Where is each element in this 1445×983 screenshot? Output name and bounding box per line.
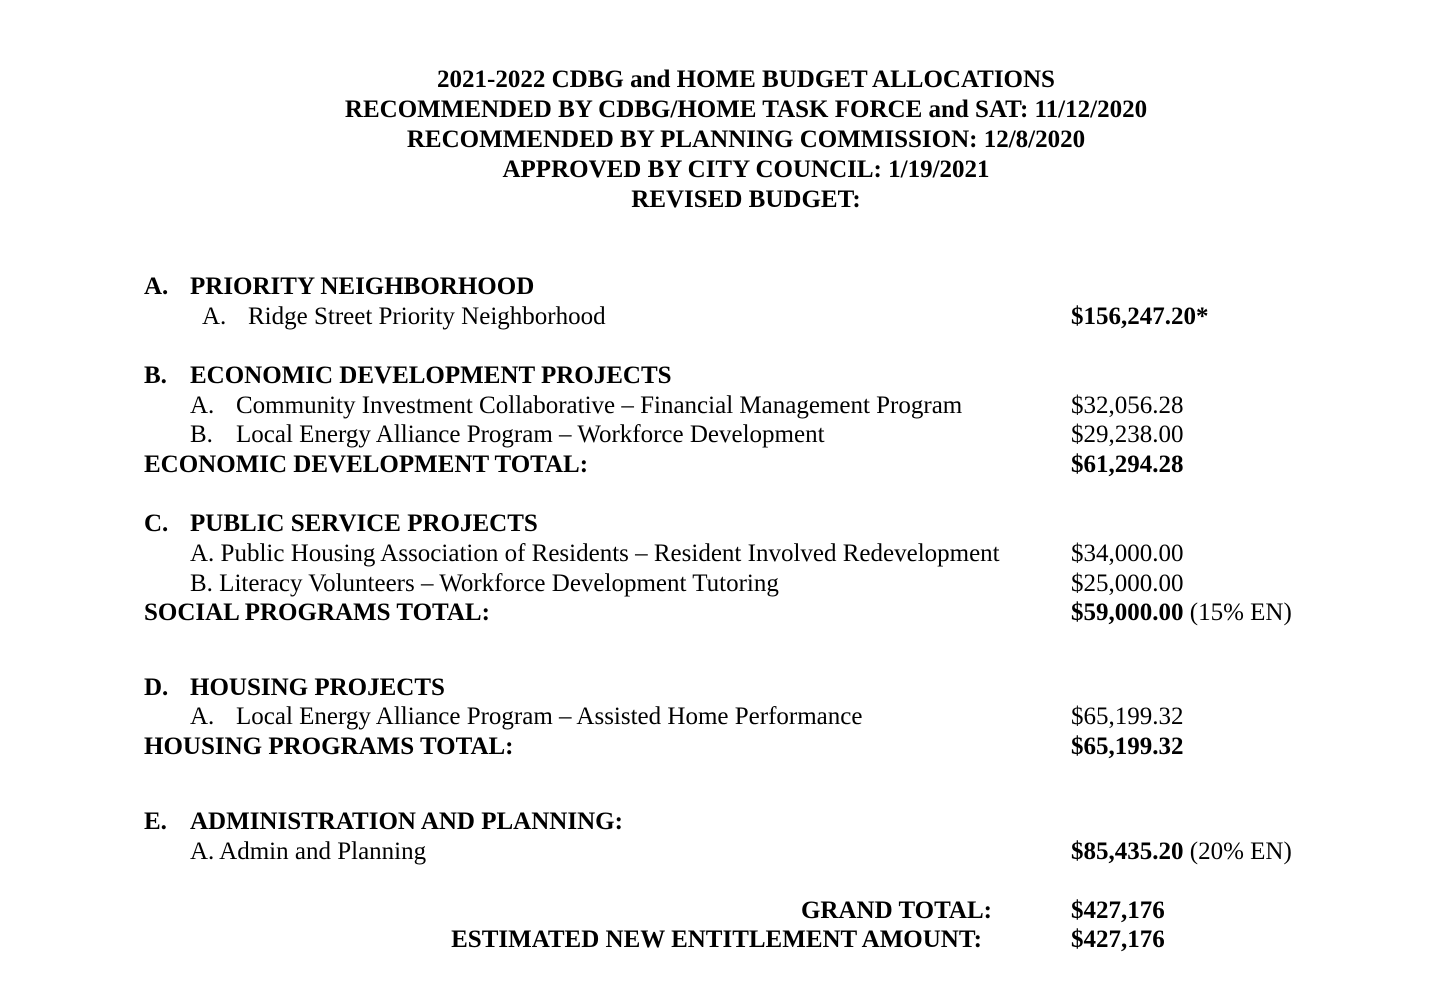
header-city-council-line: APPROVED BY CITY COUNCIL: 1/19/2021 bbox=[502, 156, 990, 183]
header-title: 2021-2022 CDBG and HOME BUDGET ALLOCATIONS bbox=[437, 66, 1055, 93]
item-description: Community Investment Collaborative – Financial Management Program bbox=[236, 392, 963, 419]
item-amount: $29,238.00 bbox=[1071, 421, 1184, 448]
total-label: HOUSING PROGRAMS TOTAL: bbox=[144, 733, 514, 760]
section-c-item-2 bbox=[0, 569, 1445, 599]
entitlement-label: ESTIMATED NEW ENTITLEMENT AMOUNT: bbox=[451, 926, 982, 953]
item-amount: $65,199.32 bbox=[1071, 703, 1184, 730]
header-revised-budget-line: REVISED BUDGET: bbox=[631, 186, 861, 213]
item-amount: $85,435.20 bbox=[1071, 838, 1184, 865]
entitlement-row bbox=[0, 925, 1445, 955]
item-letter: A. bbox=[190, 703, 215, 730]
total-label: ECONOMIC DEVELOPMENT TOTAL: bbox=[144, 451, 589, 478]
section-c-heading bbox=[0, 509, 1445, 539]
section-title: PUBLIC SERVICE PROJECTS bbox=[190, 510, 538, 537]
item-letter: A. bbox=[202, 303, 227, 330]
section-c-total bbox=[0, 598, 1445, 628]
grand-total-amount: $427,176 bbox=[1071, 897, 1165, 924]
item-description: A. Public Housing Association of Residents – Resident Involved Redevelopment bbox=[190, 540, 1000, 567]
item-description: Local Energy Alliance Program – Workforce Development bbox=[236, 421, 825, 448]
section-letter: D. bbox=[144, 674, 169, 701]
section-letter: B. bbox=[144, 362, 167, 389]
entitlement-amount: $427,176 bbox=[1071, 926, 1165, 953]
section-title: HOUSING PROJECTS bbox=[190, 674, 445, 701]
item-amount-group bbox=[1071, 837, 1292, 867]
item-amount: $25,000.00 bbox=[1071, 570, 1184, 597]
section-c-item-1 bbox=[0, 539, 1445, 569]
section-d-item-1 bbox=[0, 702, 1445, 732]
item-description: B. Literacy Volunteers – Workforce Development Tutoring bbox=[190, 570, 779, 597]
total-note: (15% EN) bbox=[1183, 599, 1292, 626]
section-a-item-1 bbox=[0, 302, 1445, 332]
section-d-heading bbox=[0, 673, 1445, 703]
total-amount: $59,000.00 bbox=[1071, 599, 1184, 626]
section-letter: C. bbox=[144, 510, 169, 537]
total-amount: $61,294.28 bbox=[1071, 451, 1184, 478]
item-letter: B. bbox=[190, 421, 213, 448]
item-amount: $156,247.20* bbox=[1071, 303, 1209, 330]
item-description: A. Admin and Planning bbox=[190, 838, 427, 865]
section-title: ECONOMIC DEVELOPMENT PROJECTS bbox=[190, 362, 672, 389]
header-task-force-line: RECOMMENDED BY CDBG/HOME TASK FORCE and SAT: 11/12/2020 bbox=[344, 96, 1148, 123]
section-b-item-1 bbox=[0, 391, 1445, 421]
section-e-item-1 bbox=[0, 837, 1445, 867]
grand-total-row bbox=[0, 896, 1445, 926]
section-b-heading bbox=[0, 361, 1445, 391]
section-title: ADMINISTRATION AND PLANNING: bbox=[190, 808, 623, 835]
section-letter: E. bbox=[144, 808, 167, 835]
total-amount-group bbox=[1071, 598, 1292, 628]
item-letter: A. bbox=[190, 392, 215, 419]
section-b-total bbox=[0, 450, 1445, 480]
item-amount: $34,000.00 bbox=[1071, 540, 1184, 567]
total-amount: $65,199.32 bbox=[1071, 733, 1184, 760]
header-planning-commission-line: RECOMMENDED BY PLANNING COMMISSION: 12/8/2020 bbox=[406, 126, 1086, 153]
document-header bbox=[0, 65, 1445, 215]
total-label: SOCIAL PROGRAMS TOTAL: bbox=[144, 599, 490, 626]
section-d-total bbox=[0, 732, 1445, 762]
grand-total-label: GRAND TOTAL: bbox=[800, 897, 992, 924]
section-b-item-2 bbox=[0, 420, 1445, 450]
section-letter: A. bbox=[144, 273, 169, 300]
section-title: PRIORITY NEIGHBORHOOD bbox=[190, 273, 535, 300]
section-a-heading bbox=[0, 272, 1445, 302]
item-description: Local Energy Alliance Program – Assisted Home Performance bbox=[236, 703, 863, 730]
item-amount: $32,056.28 bbox=[1071, 392, 1184, 419]
item-note: (20% EN) bbox=[1183, 838, 1292, 865]
item-description: Ridge Street Priority Neighborhood bbox=[248, 303, 606, 330]
section-e-heading bbox=[0, 807, 1445, 837]
